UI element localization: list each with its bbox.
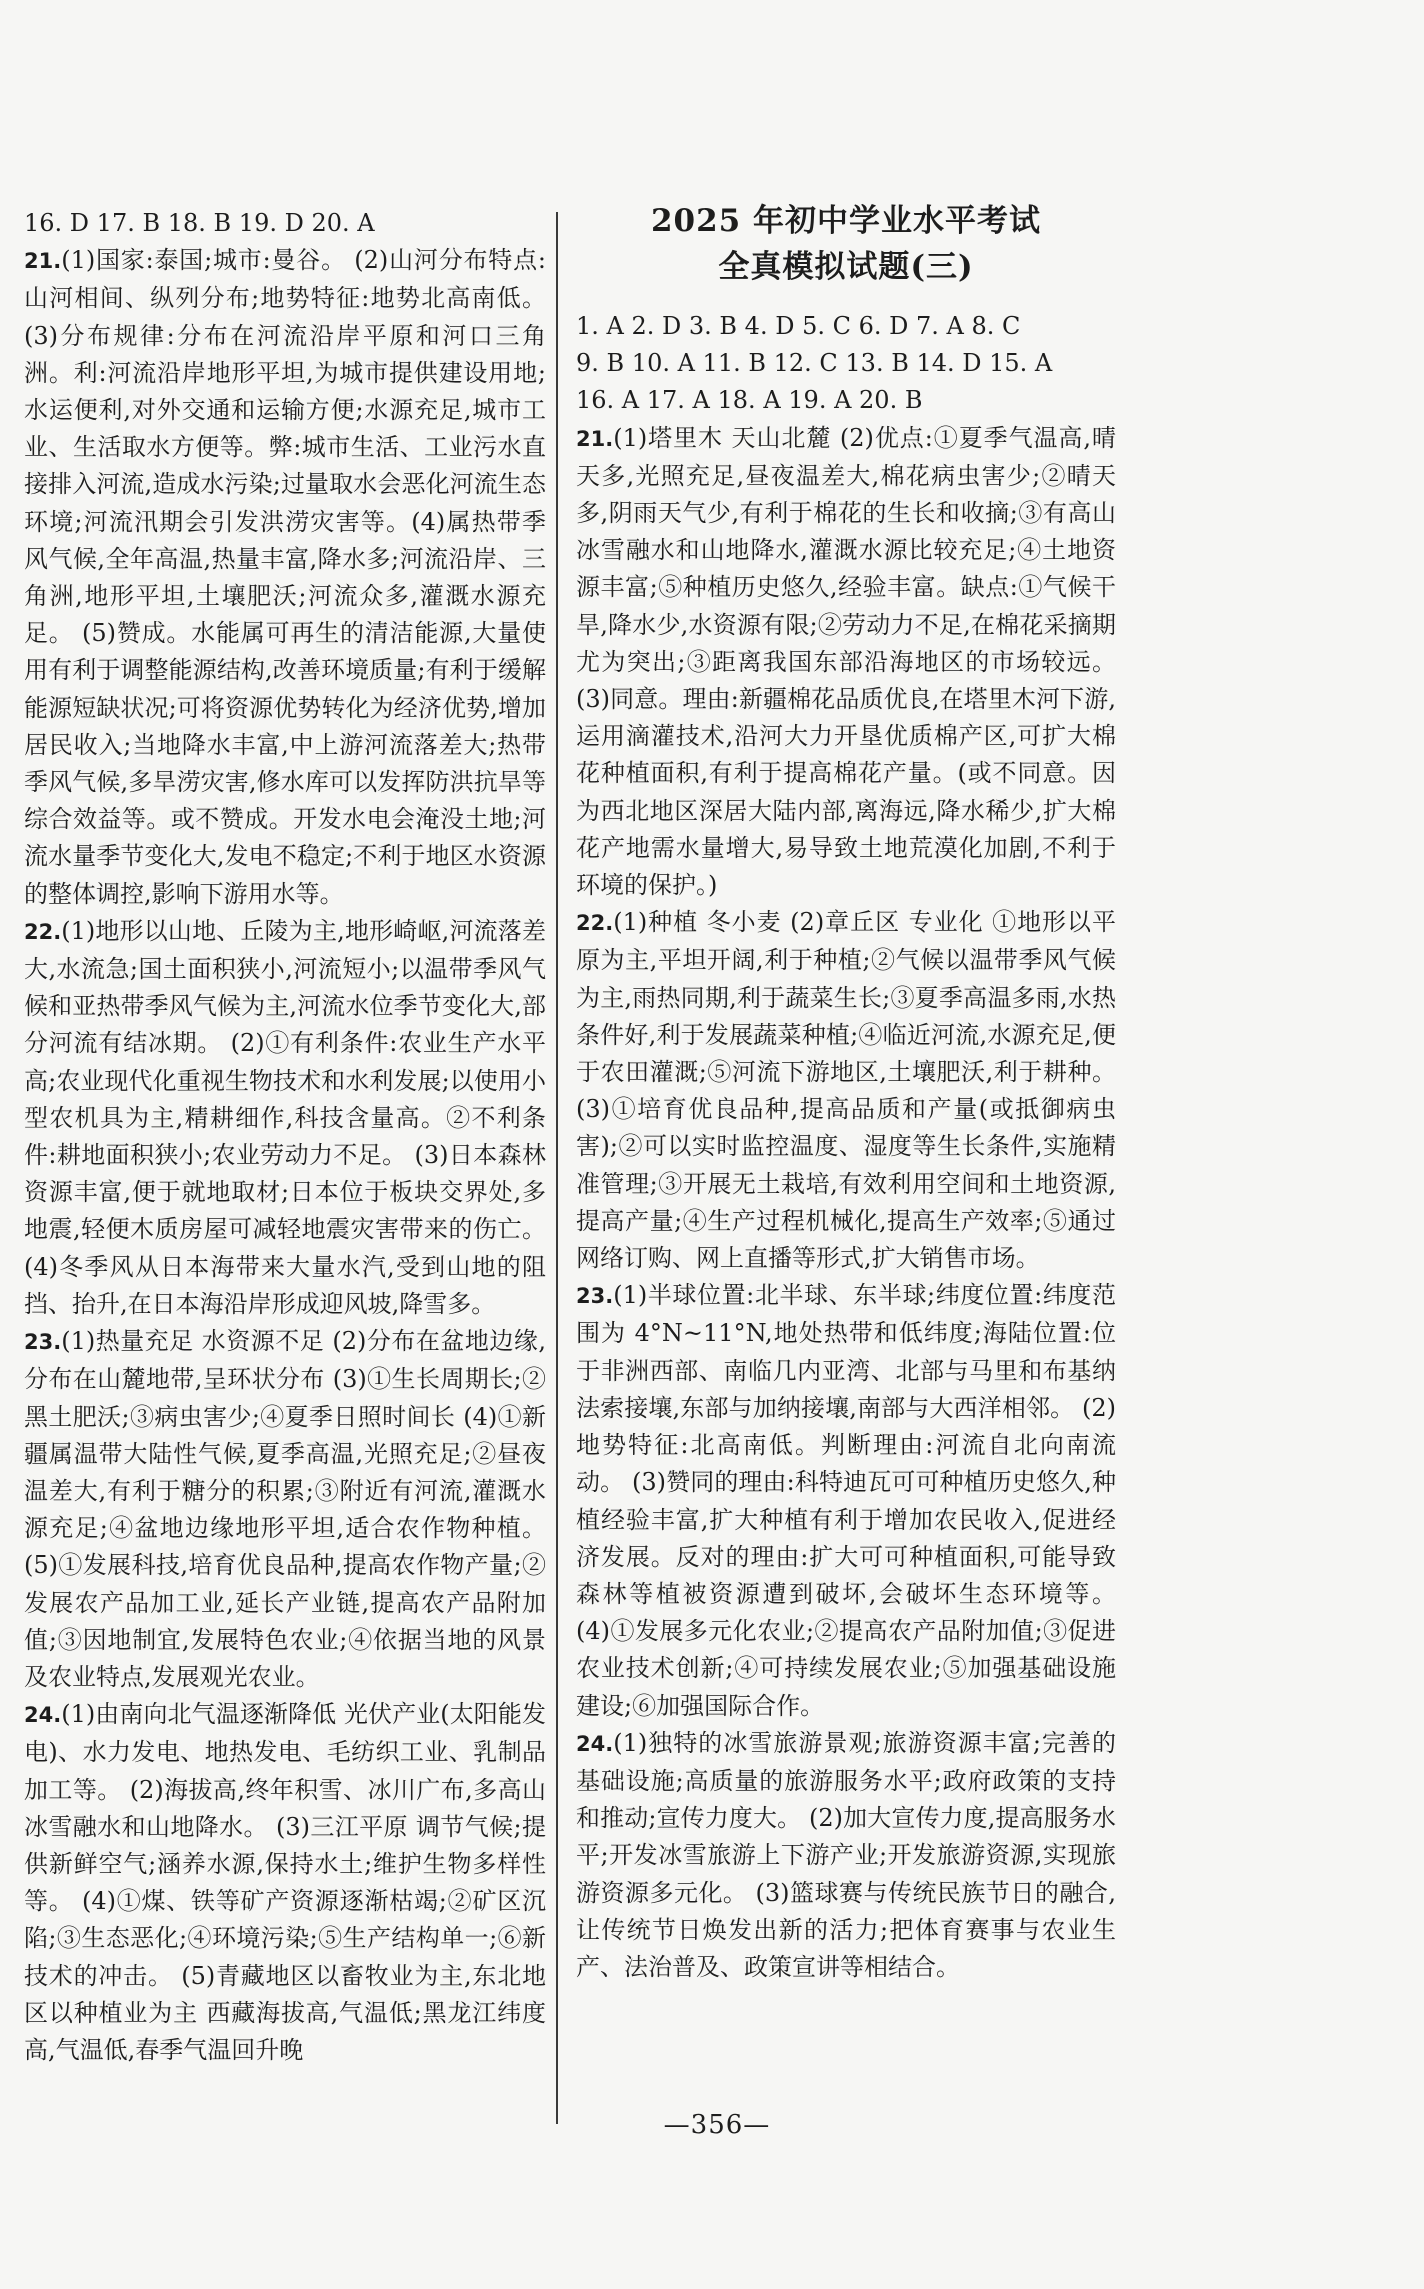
question-number: 21. [576,426,614,451]
right-answer-24 [576,1725,1116,1986]
answer-text: (1)国家:泰国;城市:曼谷。 (2)山河分布特点:山河相间、纵列分布;地势特征:地势北高南低。(3)分布规律:分布在河流沿岸平原和河口三角洲。利:河流沿岸地形平坦,为城市提供建设用地;水运便利,对外交通和运输方便;水源充足,城市工业、生活取水方便等。弊:城市生活、工业污水直接排入河流,造成水污染;过量取水会恶化河流生态环境;河流汛期会引发洪涝灾害等。(4)属热带季风气候,全年高温,热量丰富,降水多;河流沿岸、三角洲,地形平坦,土壤肥沃;河流众多,灌溉水源充足。 (5)赞成。水能属可再生的清洁能源,大量使用有利于调整能源结构,改善环境质量;有利于缓解能源短缺状况;可将资源优势转化为经济优势,增加居民收入;当地降水丰富,中上游河流落差大;热带季风气候,多旱涝灾害,修水库可以发挥防洪抗旱等综合效益等。或不赞成。开发水电会淹没土地;河流水量季节变化大,发电不稳定;不利于地区水资源的整体调控,影响下游用水等。 [24,246,546,908]
left-answer-23 [24,1323,546,1696]
exam-title-line1: 2025 年初中学业水平考试 [650,203,1042,239]
question-number: 21. [24,249,62,274]
answer-text: (1)热量充足 水资源不足 (2)分布在盆地边缘,分布在山麓地带,呈环状分布 (3)①生长周期长;②黑土肥沃;③病虫害少;④夏季日照时间长 (4)①新疆属温带大陆性气候,夏季高温,光照充足;②昼夜温差大,有利于糖分的积累;③附近有河流,灌溉水源充足;④盆地边缘地形平坦,适合农作物种植。 (5)①发展科技,培育优良品种,提高农作物产量;②发展农产品加工业,延长产业链,提高农产品附加值;③因地制宜,发展特色农业;④依据当地的风景及农业特点,发展观光农业。 [24,1327,546,1691]
question-number: 22. [24,919,62,944]
answer-text: (1)独特的冰雪旅游景观;旅游资源丰富;完善的基础设施;高质量的旅游服务水平;政府政策的支持和推动;宣传力度大。 (2)加大宣传力度,提高服务水平;开发冰雪旅游上下游产业;开发旅游资源,实现旅游资源多元化。 (3)篮球赛与传统民族节日的融合,让传统节日焕发出新的活力;把体育赛事与农业生产、法治普及、政策宣讲等相结合。 [576,1728,1116,1981]
right-mcq-line-2: 9. B 10. A 11. B 12. C 13. B 14. D 15. A [576,349,1053,378]
right-answer-21 [576,420,1116,905]
answer-text: (1)种植 冬小麦 (2)章丘区 专业化 ①地形以平原为主,平坦开阔,利于种植;②气候以温带季风气候为主,雨热同期,利于蔬菜生长;③夏季高温多雨,水热条件好,利于发展蔬菜种植;④临近河流,水源充足,便于农田灌溉;⑤河流下游地区,土壤肥沃,利于耕种。 (3)①培育优良品种,提高品质和产量(或抵御病虫害);②可以实时监控温度、湿度等生长条件,实施精准管理;③开展无土栽培,有效利用空间和土地资源,提高产量;④生产过程机械化,提高生产效率;⑤通过网络订购、网上直播等形式,扩大销售市场。 [576,908,1116,1273]
left-column [24,205,546,2069]
left-answer-24 [24,1696,546,2069]
right-column [576,198,1116,1986]
column-divider [556,212,558,2124]
exam-title-line2: 全真模拟试题(三) [718,249,974,285]
right-mcq-line-1: 1. A 2. D 3. B 4. D 5. C 6. D 7. A 8. C [576,312,1021,340]
answer-text: (1)塔里木 天山北麓 (2)优点:①夏季气温高,晴天多,光照充足,昼夜温差大,棉花病虫害少;②晴天多,阴雨天气少,有利于棉花的生长和收摘;③有高山冰雪融水和山地降水,灌溉水源比较充足;④土地资源丰富;⑤种植历史悠久,经验丰富。缺点:①气候干旱,降水少,水资源有限;②劳动力不足,在棉花采摘期尤为突出;③距离我国东部沿海地区的市场较远。 (3)同意。理由:新疆棉花品质优良,在塔里木河下游,运用滴灌技术,沿河大力开垦优质棉产区,可扩大棉花种植面积,有利于提高棉花产量。(或不同意。因为西北地区深居大陆内部,离海远,降水稀少,扩大棉花产地需水量增大,易导致土地荒漠化加剧,不利于环境的保护。) [576,423,1116,900]
right-answer-22 [576,904,1116,1277]
question-number: 23. [24,1330,62,1355]
left-answer-22 [24,913,546,1323]
question-number: 24. [24,1703,62,1728]
answer-text: (1)半球位置:北半球、东半球;纬度位置:纬度范围为 4°N~11°N,地处热带和低纬度;海陆位置:位于非洲西部、南临几内亚湾、北部与马里和布基纳法索接壤,东部与加纳接壤,南部与大西洋相邻。 (2)地势特征:北高南低。判断理由:河流自北向南流动。 (3)赞同的理由:科特迪瓦可可种植历史悠久,种植经验丰富,扩大种植有利于增加农民收入,促进经济发展。反对的理由:扩大可可种植面积,可能导致森林等植被资源遭到破坏,会破坏生态环境等。 (4)①发展多元化农业;②提高农产品附加值;③促进农业技术创新;④可持续发展农业;⑤加强基础设施建设;⑥加强国际合作。 [576,1281,1116,1720]
right-answer-23 [576,1277,1116,1724]
question-number: 22. [576,911,614,936]
answer-text: (1)由南向北气温逐渐降低 光伏产业(太阳能发电)、水力发电、地热发电、毛纺织工业、乳制品加工等。 (2)海拔高,终年积雪、冰川广布,多高山冰雪融水和山地降水。 (3)三江平原 调节气候;提供新鲜空气;涵养水源,保持水土;维护生物多样性等。 (4)①煤、铁等矿产资源逐渐枯竭;②矿区沉陷;③生态恶化;④环境污染;⑤生产结构单一;⑥新技术的冲击。 (5)青藏地区以畜牧业为主,东北地区以种植业为主 西藏海拔高,气温低;黑龙江纬度高,气温低,春季气温回升晚 [24,1700,546,2064]
question-number: 24. [576,1731,614,1756]
exam-title [576,198,1116,290]
left-mcq-answers: 16. D 17. B 18. B 19. D 20. A [24,209,375,237]
right-mcq-line-3: 16. A 17. A 18. A 19. A 20. B [576,386,923,415]
page-number: —356— [663,2110,771,2140]
answer-text: (1)地形以山地、丘陵为主,地形崎岖,河流落差大,水流急;国土面积狭小,河流短小;以温带季风气候和亚热带季风气候为主,河流水位季节变化大,部分河流有结冰期。 (2)①有利条件:农业生产水平高;农业现代化重视生物技术和水利发展;以使用小型农机具为主,精耕细作,科技含量高。②不利条件:耕地面积狭小;农业劳动力不足。 (3)日本森林资源丰富,便于就地取材;日本位于板块交界处,多地震,轻便木质房屋可减轻地震灾害带来的伤亡。 (4)冬季风从日本海带来大量水汽,受到山地的阻挡、抬升,在日本海沿岸形成迎风坡,降雪多。 [24,916,546,1318]
question-number: 23. [576,1284,614,1309]
left-answer-21 [24,242,546,913]
